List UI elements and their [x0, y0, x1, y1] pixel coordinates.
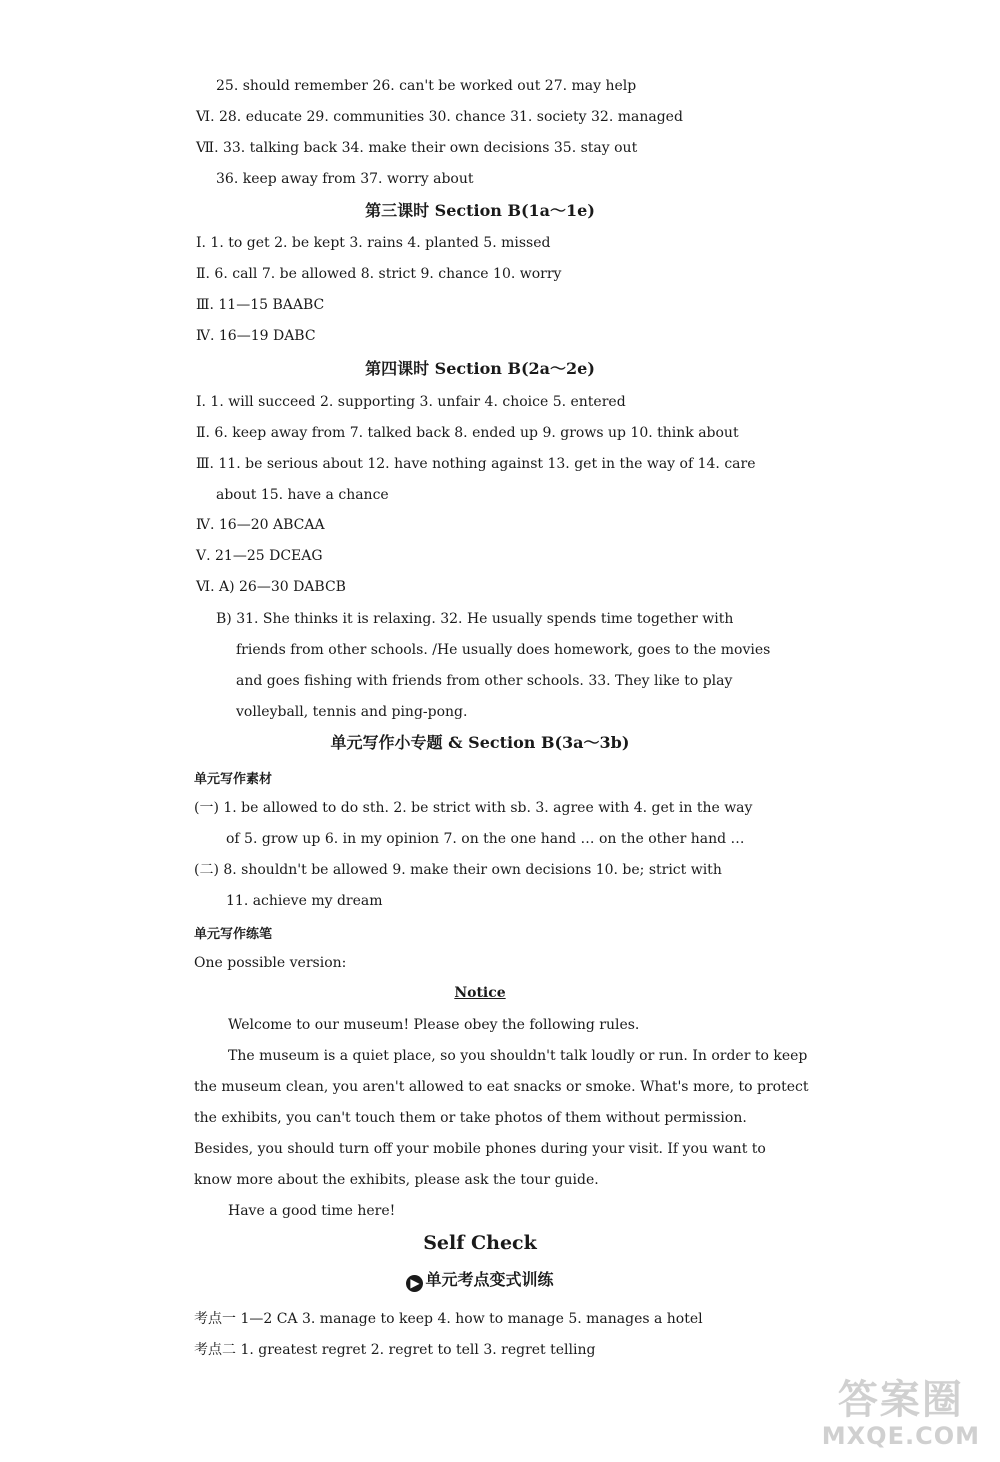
sub-heading: 单元写作练笔 — [194, 927, 273, 942]
essay-line: know more about the exhibits, please ask the tour guide. — [194, 1172, 599, 1188]
essay-line: the museum clean, you aren't allowed to eat snacks or smoke. What's more, to protect — [194, 1079, 809, 1095]
answer-line: friends from other schools. /He usually does homework, goes to the movies — [236, 642, 771, 658]
answer-line: (一) 1. be allowed to do sth. 2. be strict with sb. 3. agree with 4. get in the way — [194, 800, 753, 816]
answer-line: Ⅱ. 6. call 7. be allowed 8. strict 9. chance 10. worry — [196, 266, 562, 282]
watermark — [822, 1378, 980, 1450]
section-heading: 第四课时 Section B(2a～2e) — [365, 359, 595, 378]
answer-line: Ⅱ. 6. keep away from 7. talked back 8. ended up 9. grows up 10. think about — [196, 425, 739, 441]
sub-heading: 单元写作素材 — [194, 772, 273, 787]
answer-line: Ⅳ. 16—20 ABCAA — [196, 517, 325, 533]
watermark-logo-text: 答案圈 — [837, 1377, 964, 1423]
answer-line: 25. should remember 26. can't be worked out 27. may help — [216, 78, 637, 94]
answer-line: Ⅲ. 11—15 BAABC — [196, 297, 325, 313]
answer-line: Ⅶ. 33. talking back 34. make their own decisions 35. stay out — [196, 140, 638, 156]
answer-line: volleyball, tennis and ping-pong. — [236, 704, 468, 720]
watermark-url: MXQE.COM — [821, 1422, 980, 1450]
answer-line: and goes fishing with friends from other schools. 33. They like to play — [236, 673, 733, 689]
answer-line: 考点二 1. greatest regret 2. regret to tell 3. regret telling — [194, 1342, 596, 1358]
answer-line: Ⅵ. 28. educate 29. communities 30. chance 31. society 32. managed — [196, 109, 683, 125]
answer-line: Ⅴ. 21—25 DCEAG — [196, 548, 323, 564]
section-heading: 单元写作小专题 & Section B(3a～3b) — [330, 733, 630, 752]
section-heading: ▶ 单元考点变式训练 — [0, 1270, 960, 1292]
essay-line: Welcome to our museum! Please obey the following rules. — [228, 1017, 640, 1033]
answer-line: of 5. grow up 6. in my opinion 7. on the one hand … on the other hand … — [226, 831, 745, 847]
self-check-title: Self Check — [423, 1232, 537, 1254]
play-circle-icon: ▶ — [406, 1275, 423, 1292]
answer-line: (二) 8. shouldn't be allowed 9. make their own decisions 10. be; strict with — [194, 862, 722, 878]
answer-line: 36. keep away from 37. worry about — [216, 171, 474, 187]
answer-line: Ⅰ. 1. will succeed 2. supporting 3. unfair 4. choice 5. entered — [196, 394, 626, 410]
answer-line: Ⅵ. A) 26—30 DABCB — [196, 579, 346, 595]
essay-line: the exhibits, you can't touch them or take photos of them without permission. — [194, 1110, 747, 1126]
answer-line: about 15. have a chance — [216, 487, 389, 503]
answer-line: 考点一 1—2 CA 3. manage to keep 4. how to manage 5. manages a hotel — [194, 1311, 703, 1327]
notice-title: Notice — [454, 985, 506, 1001]
answer-line: 11. achieve my dream — [226, 893, 383, 909]
essay-line: Besides, you should turn off your mobile phones during your visit. If you want to — [194, 1141, 766, 1157]
answer-line: Ⅰ. 1. to get 2. be kept 3. rains 4. planted 5. missed — [196, 235, 551, 251]
essay-line: Have a good time here! — [228, 1203, 396, 1219]
essay-line: The museum is a quiet place, so you shouldn't talk loudly or run. In order to keep — [228, 1048, 808, 1064]
answer-line: Ⅲ. 11. be serious about 12. have nothing against 13. get in the way of 14. care — [196, 456, 756, 472]
section-heading: 第三课时 Section B(1a～1e) — [365, 201, 595, 220]
answer-line: Ⅳ. 16—19 DABC — [196, 328, 316, 344]
answer-line: B) 31. She thinks it is relaxing. 32. He usually spends time together with — [216, 611, 734, 627]
answer-line: One possible version: — [194, 955, 347, 971]
